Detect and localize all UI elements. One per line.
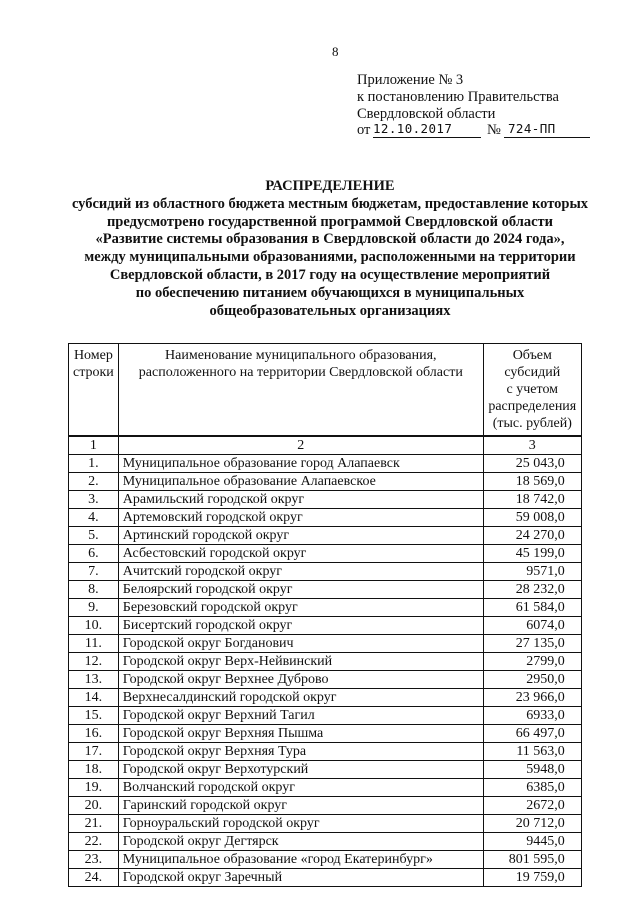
header-text: распределения — [488, 399, 577, 414]
title-line: предусмотрено государственной программой Свердловской области — [106, 213, 554, 230]
table-row — [69, 545, 582, 563]
page-number: 8 — [332, 44, 339, 59]
table-row — [69, 581, 582, 599]
table-row — [69, 851, 582, 869]
municipality-name: Городской округ Верхний Тагил — [118, 707, 483, 725]
header-amount — [483, 344, 581, 437]
table-row — [69, 815, 582, 833]
municipality-name: Городской округ Дегтярск — [118, 833, 483, 851]
row-number: 6. — [69, 545, 119, 563]
table-row — [69, 653, 582, 671]
distribution-table — [68, 343, 582, 887]
row-number: 1. — [69, 455, 119, 473]
title-line: общеобразовательных организациях — [209, 302, 451, 319]
decree-number: 724-ПП — [504, 121, 590, 138]
appendix-line-3: Свердловской области — [357, 106, 496, 122]
row-number: 18. — [69, 761, 119, 779]
header-name — [118, 344, 483, 437]
title-line: субсидий из областного бюджета местным бюджетам, предоставление которых — [71, 195, 589, 212]
subsidy-amount: 801 595,0 — [483, 851, 581, 869]
row-number: 24. — [69, 869, 119, 887]
subsidy-amount: 23 966,0 — [483, 689, 581, 707]
table-row — [69, 707, 582, 725]
row-number: 21. — [69, 815, 119, 833]
subsidy-amount: 5948,0 — [483, 761, 581, 779]
subsidy-amount: 11 563,0 — [483, 743, 581, 761]
from-label: от — [357, 122, 371, 138]
table-row — [69, 491, 582, 509]
table-row — [69, 455, 582, 473]
municipality-name: Бисертский городской округ — [118, 617, 483, 635]
row-number: 20. — [69, 797, 119, 815]
table-row — [69, 599, 582, 617]
row-number: 22. — [69, 833, 119, 851]
subsidy-amount: 6074,0 — [483, 617, 581, 635]
table-row — [69, 617, 582, 635]
appendix-line-2: к постановлению Правительства — [357, 89, 559, 105]
row-number: 16. — [69, 725, 119, 743]
title-lines — [40, 196, 620, 321]
row-number: 15. — [69, 707, 119, 725]
subsidy-amount: 2950,0 — [483, 671, 581, 689]
column-index: 3 — [483, 436, 581, 455]
table-row — [69, 797, 582, 815]
title-line: между муниципальными образованиями, расположенными на территории — [84, 249, 576, 266]
row-number: 10. — [69, 617, 119, 635]
header-text: (тыс. рублей) — [492, 416, 572, 431]
subsidy-amount: 6385,0 — [483, 779, 581, 797]
table-row — [69, 527, 582, 545]
table-row — [69, 671, 582, 689]
municipality-name: Ачитский городской округ — [118, 563, 483, 581]
municipality-name: Березовский городской округ — [118, 599, 483, 617]
title-heading: РАСПРЕДЕЛЕНИЕ — [265, 178, 395, 194]
row-number: 13. — [69, 671, 119, 689]
row-number: 14. — [69, 689, 119, 707]
subsidy-amount: 61 584,0 — [483, 599, 581, 617]
column-index: 1 — [69, 436, 119, 455]
title-line: «Развитие системы образования в Свердловской области до 2024 года», — [95, 231, 565, 248]
table-row — [69, 563, 582, 581]
municipality-name: Верхнесалдинский городской округ — [118, 689, 483, 707]
row-number: 4. — [69, 509, 119, 527]
appendix-block — [357, 72, 559, 123]
municipality-name: Городской округ Верхотурский — [118, 761, 483, 779]
subsidy-amount: 27 135,0 — [483, 635, 581, 653]
title-line: Свердловской области, в 2017 году на осуществление мероприятий — [109, 266, 551, 283]
header-text: с учетом — [506, 382, 559, 397]
municipality-name: Городской округ Верхняя Пышма — [118, 725, 483, 743]
subsidy-amount: 18 569,0 — [483, 473, 581, 491]
table-row — [69, 725, 582, 743]
column-index-row — [69, 436, 582, 455]
table-row — [69, 689, 582, 707]
table-row — [69, 635, 582, 653]
municipality-name: Волчанский городской округ — [118, 779, 483, 797]
municipality-name: Арамильский городской округ — [118, 491, 483, 509]
subsidy-amount: 28 232,0 — [483, 581, 581, 599]
municipality-name: Артинский городской округ — [118, 527, 483, 545]
table-row — [69, 743, 582, 761]
title-line: по обеспечению питанием обучающихся в муниципальных — [135, 284, 525, 301]
municipality-name: Горноуральский городской округ — [118, 815, 483, 833]
table-row — [69, 509, 582, 527]
subsidy-amount: 2799,0 — [483, 653, 581, 671]
table-row — [69, 761, 582, 779]
header-text: строки — [73, 365, 114, 380]
row-number: 12. — [69, 653, 119, 671]
subsidy-amount: 9571,0 — [483, 563, 581, 581]
row-number: 19. — [69, 779, 119, 797]
row-number: 3. — [69, 491, 119, 509]
header-text: Номер — [73, 348, 113, 363]
row-number: 11. — [69, 635, 119, 653]
row-number: 9. — [69, 599, 119, 617]
municipality-name: Городской округ Верх-Нейвинский — [118, 653, 483, 671]
subsidy-amount: 24 270,0 — [483, 527, 581, 545]
column-index: 2 — [118, 436, 483, 455]
document-title — [40, 178, 620, 320]
decree-date: 12.10.2017 — [373, 121, 481, 138]
header-text: субсидий — [504, 365, 561, 380]
row-number: 8. — [69, 581, 119, 599]
municipality-name: Городской округ Верхняя Тура — [118, 743, 483, 761]
appendix-line-1: Приложение № 3 — [357, 72, 464, 88]
row-number: 2. — [69, 473, 119, 491]
subsidy-amount: 59 008,0 — [483, 509, 581, 527]
municipality-name: Муниципальное образование Алапаевское — [118, 473, 483, 491]
municipality-name: Гаринский городской округ — [118, 797, 483, 815]
subsidy-amount: 45 199,0 — [483, 545, 581, 563]
table-row — [69, 869, 582, 887]
subsidy-amount: 6933,0 — [483, 707, 581, 725]
municipality-name: Городской округ Богданович — [118, 635, 483, 653]
table-header-row — [69, 344, 582, 437]
table-body — [69, 436, 582, 887]
table-row — [69, 779, 582, 797]
header-text: расположенного на территории Свердловской области — [138, 365, 463, 380]
subsidy-amount: 2672,0 — [483, 797, 581, 815]
municipality-name: Городской округ Заречный — [118, 869, 483, 887]
subsidy-amount: 20 712,0 — [483, 815, 581, 833]
subsidy-amount: 18 742,0 — [483, 491, 581, 509]
municipality-name: Белоярский городской округ — [118, 581, 483, 599]
municipality-name: Артемовский городской округ — [118, 509, 483, 527]
header-text: Наименование муниципального образования, — [165, 348, 437, 363]
subsidy-amount: 19 759,0 — [483, 869, 581, 887]
municipality-name: Муниципальное образование город Алапаевск — [118, 455, 483, 473]
row-number: 5. — [69, 527, 119, 545]
row-number: 23. — [69, 851, 119, 869]
row-number: 7. — [69, 563, 119, 581]
row-number: 17. — [69, 743, 119, 761]
subsidy-amount: 25 043,0 — [483, 455, 581, 473]
municipality-name: Асбестовский городской округ — [118, 545, 483, 563]
number-label: № — [487, 122, 501, 138]
municipality-name: Муниципальное образование «город Екатеринбург» — [118, 851, 483, 869]
table-row — [69, 833, 582, 851]
subsidy-amount: 66 497,0 — [483, 725, 581, 743]
municipality-name: Городской округ Верхнее Дуброво — [118, 671, 483, 689]
header-row-number — [69, 344, 119, 437]
subsidy-amount: 9445,0 — [483, 833, 581, 851]
header-text: Объем — [512, 348, 552, 363]
table-row — [69, 473, 582, 491]
